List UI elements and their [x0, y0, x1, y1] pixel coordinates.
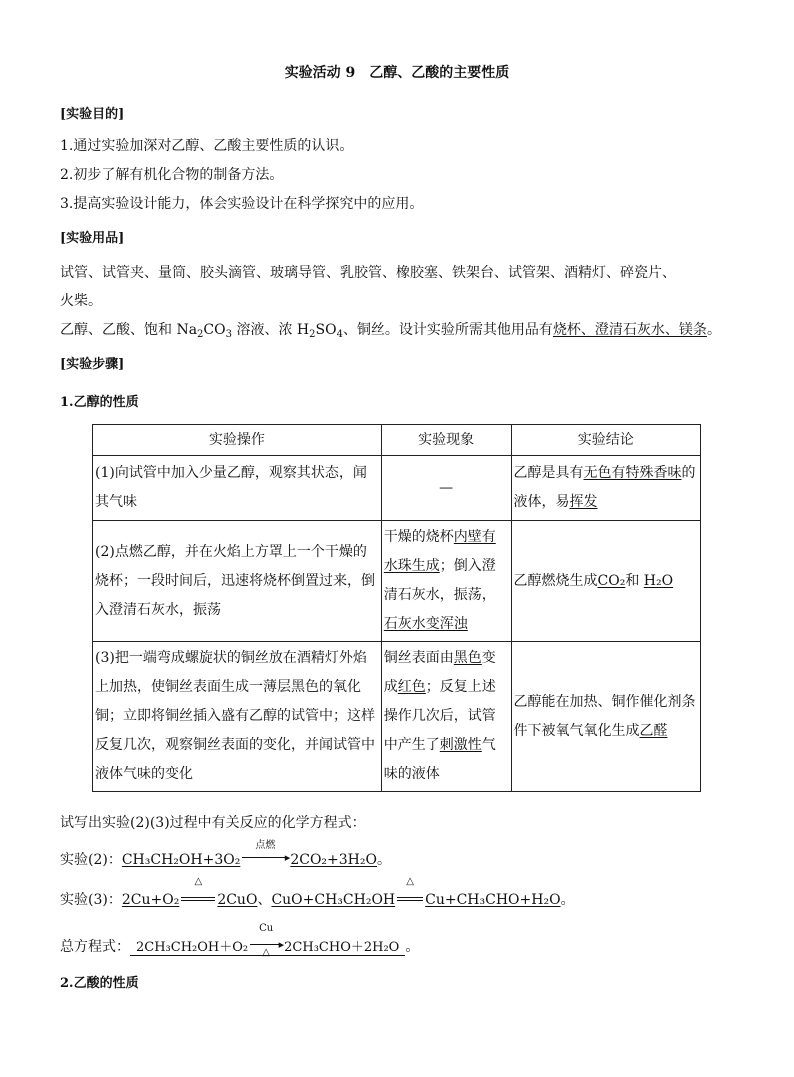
part2-title: 2.乙酸的性质	[60, 976, 139, 991]
equation-left: CuO+CH₃CH₂OH	[271, 892, 396, 908]
equation-end: 。	[560, 892, 575, 908]
reagents-answer: 烧杯、澄清石灰水、镁条	[552, 322, 707, 338]
row2-operation: (2)点燃乙醇，并在火焰上方罩上一个干燥的烧杯；一段时间后，迅速将烧杯倒置过来，倒入澄清石灰水，振荡	[93, 521, 382, 642]
reaction-arrow: Cu ▸ △	[248, 935, 284, 953]
equation-exp2	[60, 840, 391, 869]
row2-conclusion	[511, 521, 701, 642]
cell-text: 乙醇能在加热、铜作催化剂条件下被氧气氧化生成	[513, 693, 696, 739]
reagents-sub: 2	[197, 329, 204, 340]
purpose-item-3: 3.提高实验设计能力，体会实验设计在科学探究中的应用。	[60, 196, 424, 212]
equation-exp3	[60, 876, 575, 909]
row1-phenomenon: —	[381, 456, 511, 521]
reagents-sub: 4	[336, 329, 343, 340]
table-row	[93, 521, 701, 642]
cell-text: 干燥的烧杯	[383, 529, 454, 545]
supplies-reagents	[60, 319, 721, 339]
cell-answer: 无色有特殊香味	[583, 465, 682, 481]
reagents-text: 。	[706, 322, 721, 338]
cell-answer: CO₂	[597, 572, 626, 589]
reagents-sub: 2	[309, 329, 316, 340]
reagents-text: 乙醇、乙酸、饱和 Na	[60, 322, 198, 338]
row1-conclusion	[511, 456, 701, 521]
row1-operation: (1)向试管中加入少量乙醇，观察其状态，闻其气味	[93, 456, 382, 521]
purpose-item-1: 1.通过实验加深对乙醇、乙酸主要性质的认识。	[60, 138, 354, 154]
header-conclusion: 实验结论	[511, 425, 701, 456]
reaction-condition: 点燃	[255, 840, 276, 851]
reaction-condition: Cu	[259, 923, 274, 934]
part1-title: 1.乙醇的性质	[60, 395, 139, 410]
cell-answer: 内壁有水珠生成	[383, 529, 496, 574]
equation-total	[60, 923, 420, 958]
row2-phenomenon	[381, 521, 511, 642]
row3-phenomenon	[381, 642, 511, 792]
reaction-arrow	[395, 876, 425, 906]
header-operation: 实验操作	[93, 425, 382, 456]
equation-left: 2CH₃CH₂OH＋O₂	[136, 940, 249, 955]
equation-left: 2Cu+O₂	[121, 892, 180, 908]
purpose-item-2: 2.初步了解有机化合物的制备方法。	[60, 167, 284, 183]
cell-answer: H₂O	[643, 572, 674, 589]
supplies-line-2: 火柴。	[60, 293, 102, 309]
table-header-row	[93, 425, 701, 456]
reagents-text: CO	[203, 322, 226, 338]
cell-text: 的液体，易	[513, 465, 696, 510]
row3-conclusion	[511, 642, 701, 792]
equation-sep: 、	[257, 892, 272, 908]
cell-text: 乙醇是具有	[513, 465, 584, 481]
reaction-arrow	[179, 876, 217, 906]
cell-text: 变成	[383, 650, 496, 695]
page-title: 实验活动 9 乙醇、乙酸的主要性质	[284, 65, 510, 81]
cell-answer: 乙醛	[639, 722, 668, 739]
supplies-line-1: 试管、试管夹、量筒、胶头滴管、玻璃导管、乳胶管、橡胶塞、铁架台、试管架、酒精灯、碎瓷片、	[60, 265, 676, 281]
steps-heading: [实验步骤]	[60, 357, 125, 372]
table-row	[93, 642, 701, 792]
equation-end: 。	[376, 852, 391, 868]
equation-right: 2CO₂+3H₂O	[290, 852, 377, 868]
row3-operation: (3)把一端弯成螺旋状的铜丝放在酒精灯外焰上加热，使铜丝表面生成一薄层黑色的氧化铜；立即将铜丝插入盛有乙醇的试管中；这样反复几次，观察铜丝表面的变化，并闻试管中液体气味的变化	[93, 642, 382, 792]
cell-text: 铜丝表面由	[383, 650, 454, 666]
reaction-arrow: 点燃 ▸	[240, 848, 290, 866]
ethanol-properties-table	[92, 424, 701, 792]
equation-right: Cu+CH₃CHO+H₂O	[425, 892, 561, 908]
cell-text: ；倒入澄清石灰水，振荡，	[383, 558, 496, 603]
header-phenomenon: 实验现象	[381, 425, 511, 456]
total-equation-blank	[130, 923, 405, 958]
cell-answer: 石灰水变浑浊	[383, 616, 468, 632]
supplies-heading: [实验用品]	[60, 231, 125, 246]
table-row	[93, 456, 701, 521]
cell-text: ；反复上述操作几次后，试管中产生了	[383, 679, 496, 753]
equations-intro: 试写出实验(2)(3)过程中有关反应的化学方程式：	[60, 815, 366, 831]
equation-end: 。	[405, 939, 420, 955]
reagents-text: SO	[315, 322, 337, 338]
equation-label: 总方程式：	[60, 939, 130, 955]
equation-right: 2CH₃CHO＋2H₂O	[284, 940, 400, 955]
cell-answer: 黑色	[453, 650, 482, 666]
cell-text: 乙醇燃烧生成	[513, 572, 598, 589]
reagents-sub: 3	[225, 329, 232, 340]
reaction-condition: △	[406, 876, 414, 887]
purpose-heading: [实验目的]	[60, 107, 125, 122]
reagents-text: 、铜丝。设计实验所需其他用品有	[342, 322, 553, 338]
cell-text: 气味的液体	[383, 737, 496, 782]
reaction-condition: △	[194, 876, 203, 887]
reaction-condition: △	[262, 947, 270, 958]
cell-answer: 红色	[397, 679, 426, 695]
cell-answer: 刺激性	[439, 737, 482, 753]
reagents-text: 溶液、浓 H	[232, 322, 310, 338]
cell-answer: 挥发	[569, 494, 598, 510]
equation-left: CH₃CH₂OH+3O₂	[121, 852, 241, 868]
equation-right: 2CuO	[217, 892, 258, 908]
equation-label: 实验(3)：	[60, 892, 122, 908]
equation-label: 实验(2)：	[60, 852, 122, 868]
cell-text: 和	[625, 572, 644, 589]
